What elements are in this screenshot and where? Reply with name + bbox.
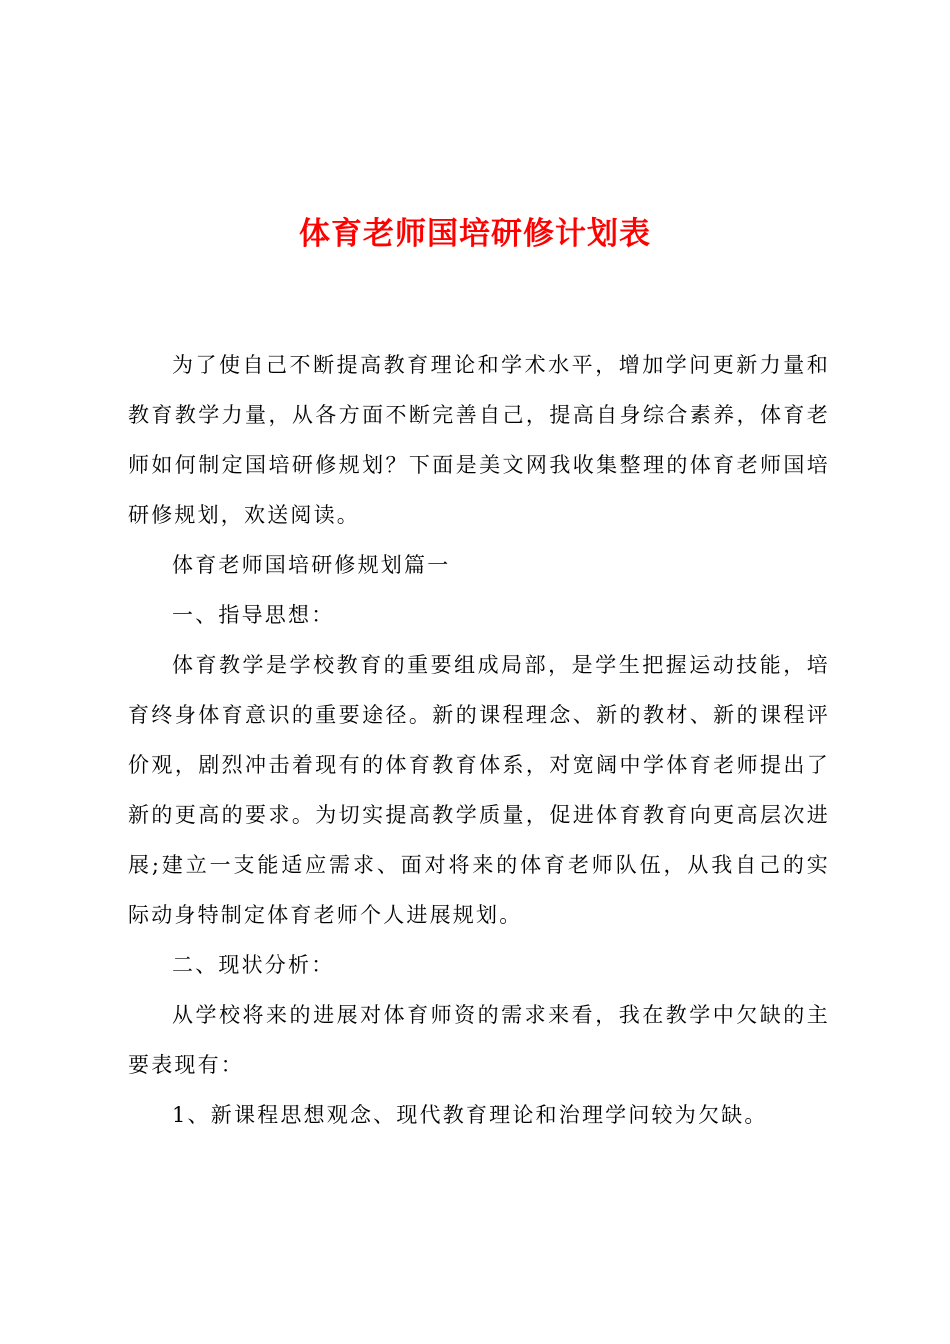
section-heading-plan-one: 体育老师国培研修规划篇一 [172,553,451,577]
status-analysis-paragraph: 从学校将来的进展对体育师资的需求来看，我在教学中欠缺的主要表现有： [128,1003,830,1077]
document-body [128,340,830,1140]
section-heading-status-analysis: 二、现状分析： [172,953,335,977]
list-item-1: 1、新课程思想观念、现代教育理论和治理学问较为欠缺。 [172,1103,768,1127]
document-title: 体育老师国培研修计划表 [299,216,651,252]
guiding-thought-paragraph: 体育教学是学校教育的重要组成局部，是学生把握运动技能，培育终身体育意识的重要途径。新的课程理念、新的教材、新的课程评价观，剧烈冲击着现有的体育教育体系，对宽阔中学体育老师提出了新的更高的要求。为切实提高教学质量，促进体育教育向更高层次进展;建立一支能适应需求、面对将来的体育老师队伍，从我自己的实际动身特制定体育老师个人进展规划。 [128,653,830,927]
section-heading-guiding-thought: 一、指导思想： [172,603,335,627]
intro-paragraph: 为了使自己不断提高教育理论和学术水平，增加学问更新力量和教育教学力量，从各方面不断完善自己，提高自身综合素养，体育老师如何制定国培研修规划？下面是美文网我收集整理的体育老师国培研修规划，欢送阅读。 [128,353,830,527]
